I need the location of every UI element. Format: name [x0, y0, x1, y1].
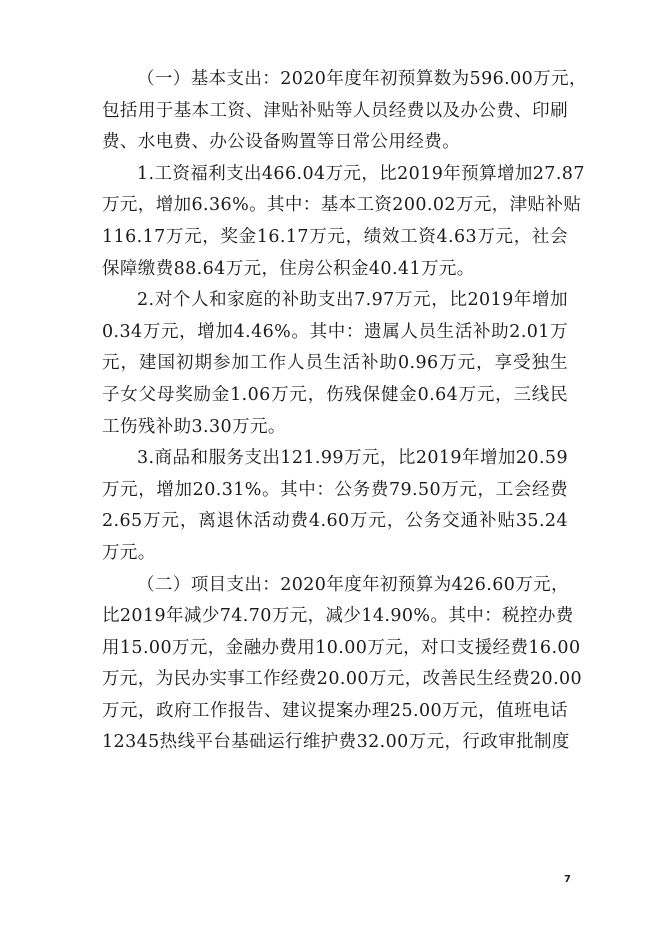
page-number: 7: [564, 874, 571, 885]
text-line: 0.34万元，增加4.46%。其中：遗属人员生活补助2.01万: [102, 321, 568, 342]
text-line: 保障缴费88.64万元，住房公积金40.41万元。: [102, 258, 475, 279]
text-line: 万元。: [102, 542, 156, 563]
paragraph-basic-expenditure: [102, 64, 587, 159]
text-line: 万元，政府工作报告、建议提案办理25.00万元，值班电话: [102, 700, 568, 721]
text-line: 用15.00万元，金融办费用10.00万元，对口支援经费16.00: [102, 637, 581, 658]
text-line: 万元，增加20.31%。其中：公务费79.50万元，工会经费: [102, 479, 568, 500]
text-line: 3.商品和服务支出121.99万元，比2019年增加20.59: [137, 448, 568, 469]
paragraph-project-expenditure: [102, 570, 583, 760]
text-line: 子女父母奖励金1.06万元，伤残保健金0.64万元，三线民: [102, 384, 568, 405]
text-line: （一）基本支出：2020年度年初预算数为596.00万元，: [137, 69, 587, 89]
text-line: 万元，增加6.36%。其中：基本工资200.02万元，津贴补贴: [102, 195, 582, 216]
text-line: 元，建国初期参加工作人员生活补助0.96万元，享受独生: [102, 353, 568, 374]
text-line: 2.对个人和家庭的补助支出7.97万元，比2019年增加: [137, 290, 568, 311]
text-line: 比2019年减少74.70万元，减少14.90%。其中：税控办费: [102, 606, 574, 627]
text-line: 包括用于基本工资、津贴补贴等人员经费以及办公费、印刷: [102, 100, 568, 121]
paragraph-goods-services: [102, 443, 568, 569]
text-line: 工伤残补助3.30万元。: [102, 416, 286, 437]
text-line: （二）项目支出：2020年度年初预算为426.60万元，: [137, 574, 569, 595]
text-line: 万元，为民办实事工作经费20.00万元，改善民生经费20.00: [102, 669, 583, 690]
text-line: 116.17万元，奖金16.17万元，绩效工资4.63万元，社会: [102, 226, 568, 247]
document-body: [102, 64, 587, 759]
text-line: 1.工资福利支出466.04万元，比2019年预算增加27.87: [137, 163, 585, 184]
text-line: 2.65万元，离退休活动费4.60万元，公务交通补贴35.24: [102, 511, 568, 532]
paragraph-personal-family-subsidy: [102, 285, 568, 443]
text-line: 12345热线平台基础运行维护费32.00万元，行政审批制度: [102, 732, 570, 753]
text-line: 费、水电费、办公设备购置等日常公用经费。: [102, 132, 460, 153]
paragraph-salary-welfare: [102, 159, 585, 285]
